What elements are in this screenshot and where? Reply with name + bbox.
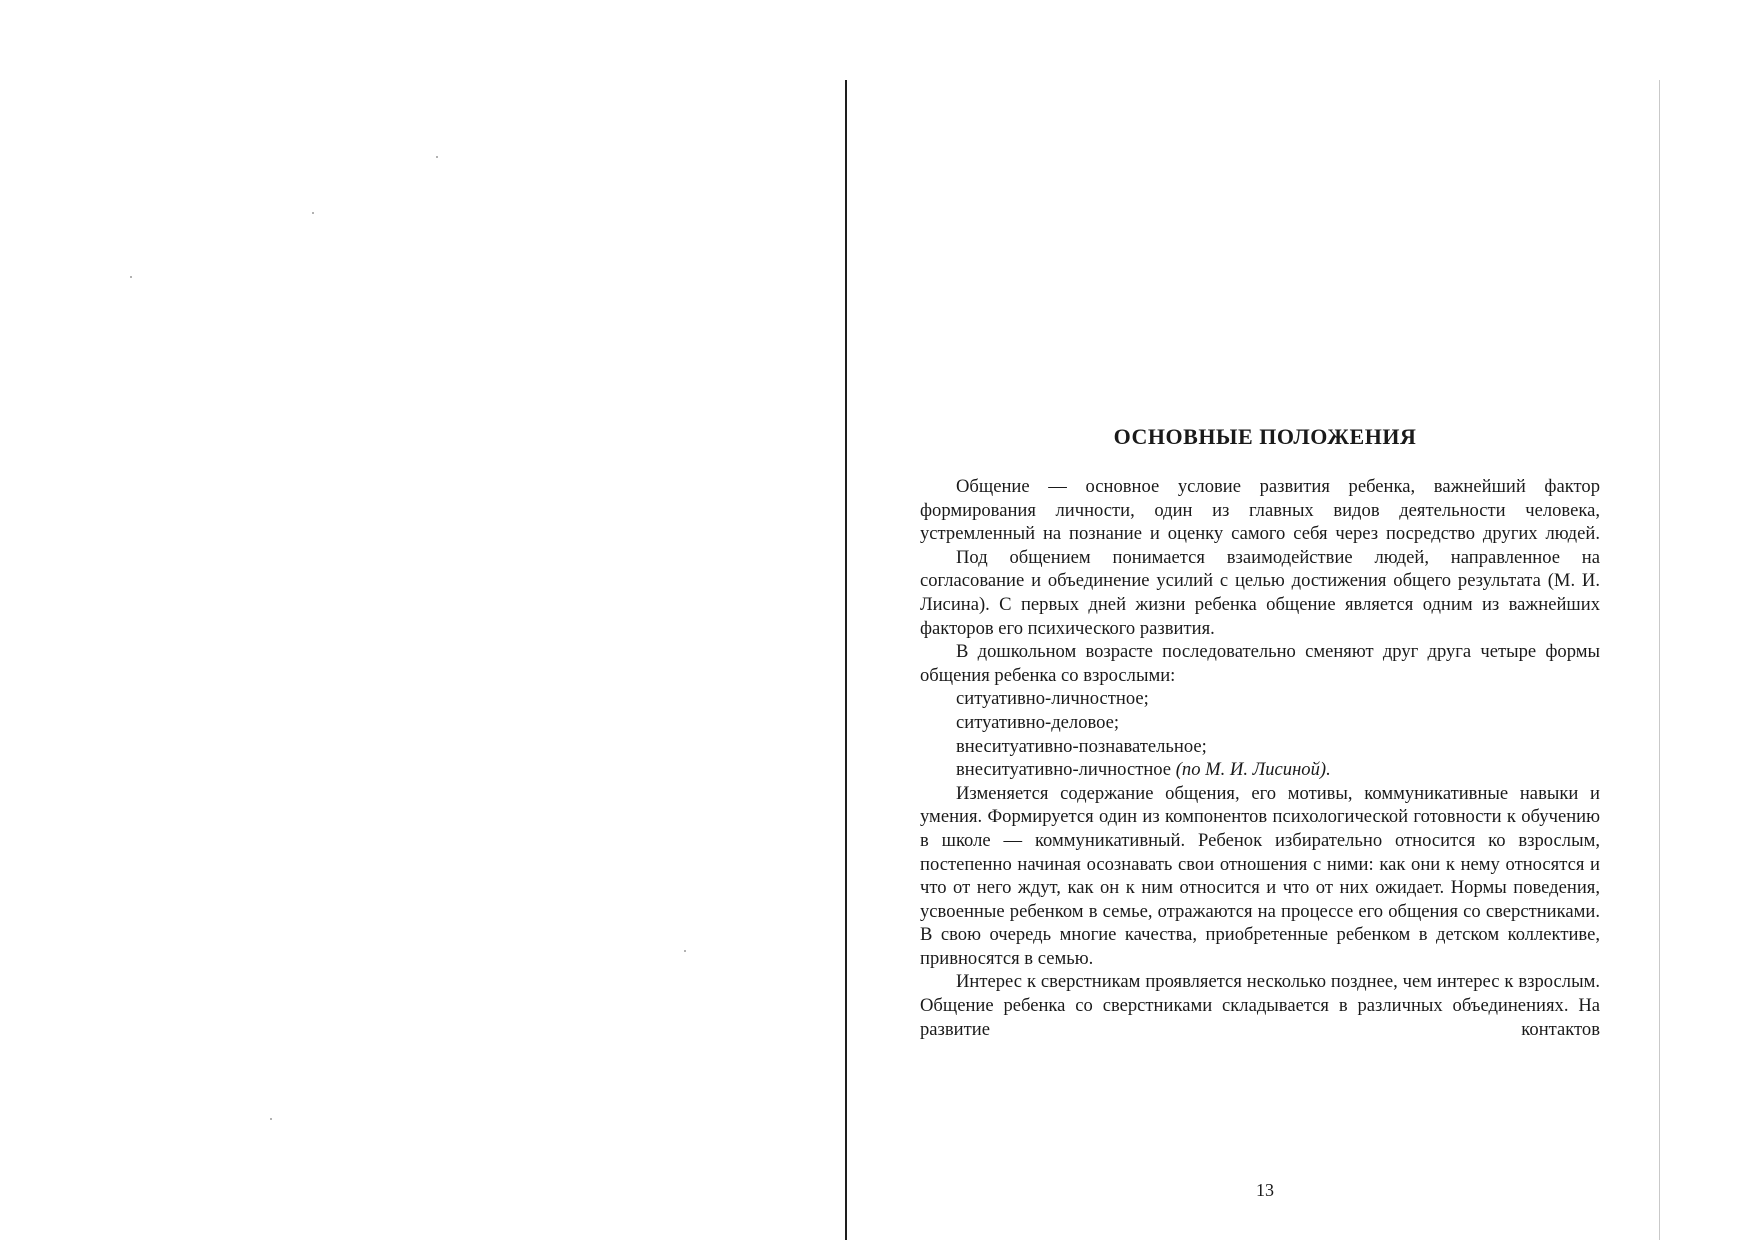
paragraph: Общение — основное условие развития ребенка, важнейший фактор формирования личности, один из главных видов деятельности человека, устремленный на познание и оценку самого себя через посредство других людей. (920, 476, 1600, 545)
list-item: ситуативно-деловое; (956, 711, 1120, 733)
scan-speck (684, 950, 686, 952)
list-item-text: внеситуативно-личностное (956, 759, 1172, 781)
list-item: ситуативно-личностное; (956, 688, 1149, 710)
paragraph: В дошкольном возрасте последовательно сменяют друг друга четыре формы общения ребенка со взрослыми: (920, 641, 1600, 686)
right-page (920, 0, 1610, 1240)
paragraph: Под общением понимается взаимодействие людей, направленное на согласование и объединение усилий с целью достижения общего результата (М. И. Лисина). С первых дней жизни ребенка общение является одним из важнейших факторов его психического развития. (920, 546, 1600, 639)
forms-list (920, 687, 1600, 781)
page-edge-line (1659, 80, 1660, 1240)
paragraph: Изменяется содержание общения, его мотивы, коммуникативные навыки и умения. Формируется один из компонентов психологической готовности к обучению в школе — коммуникативный. Ребенок избирательно относится ко взрослым, постепенно начиная осознавать свои отношения с ними: как они к нему относятся и что от него ждут, как он к ним относится и что от них ожидает. Нормы поведения, усвоенные ребенком в семье, отражаются на процессе его общения со сверстниками. В свою очередь многие качества, приобретенные ребенком в детском коллективе, привносятся в семью. (920, 782, 1600, 969)
list-item (920, 758, 1600, 782)
scan-speck (130, 276, 132, 278)
citation: (по М. И. Лисиной). (1175, 759, 1331, 781)
gutter-line (845, 80, 847, 1240)
scan-speck (270, 1118, 272, 1120)
body-text (920, 475, 1600, 1041)
list-item: внеситуативно-познавательное; (956, 735, 1207, 757)
paragraph: Интерес к сверстникам проявляется несколько позднее, чем интерес к взрослым. Общение ребенка со сверстниками складывается в различных объединениях. На развитие контактов (920, 971, 1600, 1040)
left-blank-page (0, 0, 845, 1240)
scan-speck (436, 156, 438, 158)
scan-speck (312, 212, 314, 214)
chapter-heading: ОСНОВНЫЕ ПОЛОЖЕНИЯ (1113, 424, 1417, 449)
page-number: 13 (1256, 1180, 1274, 1200)
